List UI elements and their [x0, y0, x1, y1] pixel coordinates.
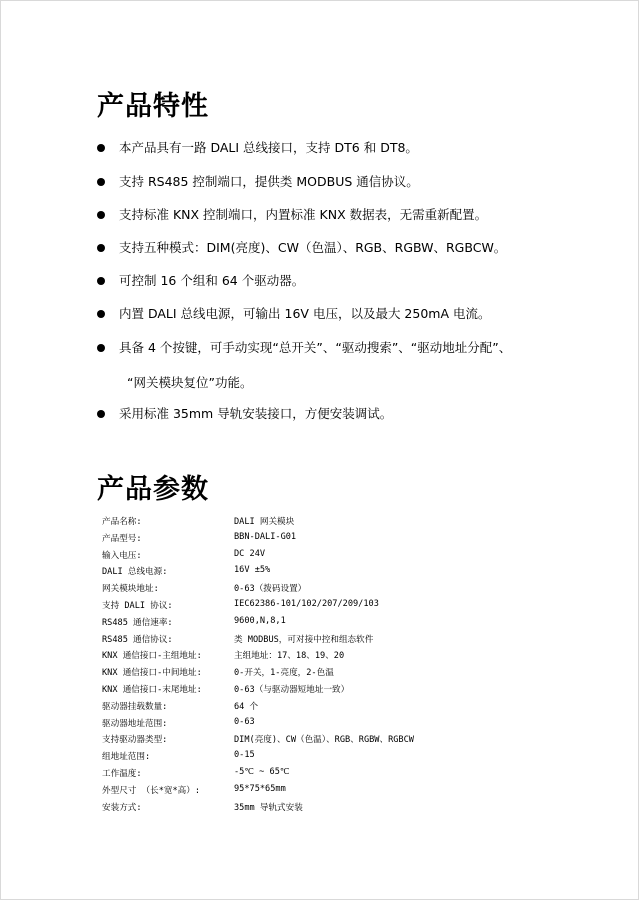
param-name: KNX 通信接口-中间地址: [102, 668, 202, 679]
param-name: 支持 DALI 协议: [102, 600, 173, 611]
param-name: 网关模块地址: [102, 584, 159, 595]
param-value: 95*75*65mm [234, 783, 286, 794]
param-name: KNX 通信接口-主组地址: [102, 651, 202, 662]
bullet-icon [97, 244, 105, 252]
feature-text: 内置 DALI 总线电源，可输出 16V 电压，以及最大 250mA 电流。 [119, 306, 491, 321]
param-name: 产品型号: [102, 533, 142, 544]
param-value: 类 MODBUS，可对接中控和组态软件 [234, 634, 374, 645]
feature-text: 采用标准 35mm 导轨安装接口，方便安装调试。 [119, 406, 393, 421]
param-name: 组地址范围: [102, 752, 151, 763]
bullet-icon [97, 178, 105, 186]
param-value: 9600,N,8,1 [234, 615, 286, 626]
param-name: 支持驱动器类型: [102, 735, 168, 746]
param-value: 0-15 [234, 750, 255, 761]
param-value: 0-63 [234, 716, 255, 727]
feature-text: 具备 4 个按键，可手动实现“总开关”、“驱动搜索”、“驱动地址分配”、 [119, 340, 512, 355]
features-heading: 产品特性 [97, 91, 209, 122]
feature-text: 本产品具有一路 DALI 总线接口，支持 DT6 和 DT8。 [119, 140, 418, 155]
param-value: 主组地址：17、18、19、20 [234, 651, 345, 662]
param-name: 驱动器地址范围: [102, 718, 168, 729]
bullet-icon [97, 211, 105, 219]
param-value: -5℃ ~ 65℃ [234, 766, 290, 777]
param-name: 产品名称: [102, 517, 142, 527]
param-value: 0-开关，1-亮度，2-色温 [234, 668, 334, 679]
bullet-icon [97, 344, 105, 352]
param-value: 16V ±5% [234, 565, 271, 576]
feature-text: 可控制 16 个组和 64 个驱动器。 [119, 273, 305, 288]
feature-text: 支持标准 KNX 控制端口，内置标准 KNX 数据表，无需重新配置。 [119, 207, 488, 222]
bullet-icon [97, 277, 105, 285]
param-name: DALI 总线电源: [102, 567, 168, 578]
param-name: RS485 通信协议: [102, 634, 173, 645]
param-value: 35mm 导轨式安装 [234, 802, 303, 813]
param-name: 输入电压: [102, 550, 142, 561]
bullet-icon [97, 410, 105, 418]
bullet-icon [97, 144, 105, 152]
param-value: DIM(亮度)、CW（色温）、RGB、RGBW、RGBCW [234, 735, 414, 746]
param-value: DALI 网关模块 [234, 517, 295, 527]
param-name: 外型尺寸 （长*宽*高）: [102, 785, 201, 796]
param-name: KNX 通信接口-末尾地址: [102, 684, 202, 695]
param-name: 安装方式: [102, 802, 142, 813]
param-value: 0-63（拨码设置） [234, 584, 307, 595]
bullet-icon [97, 310, 105, 318]
feature-text: 支持 RS485 控制端口，提供类 MODBUS 通信协议。 [119, 174, 419, 189]
param-value: 0-63（与驱动器短地址一致） [234, 684, 350, 695]
params-heading: 产品参数 [97, 474, 209, 505]
param-name: 工作温度: [102, 768, 142, 779]
feature-text: 支持五种模式：DIM(亮度)、CW（色温）、RGB、RGBW、RGBCW。 [119, 240, 507, 255]
param-value: IEC62386-101/102/207/209/103 [234, 598, 379, 609]
param-name: RS485 通信速率: [102, 617, 173, 628]
feature-text-continuation: “网关模块复位”功能。 [127, 375, 253, 390]
param-value: 64 个 [234, 701, 259, 712]
param-name: 驱动器挂载数量: [102, 701, 168, 712]
param-value: BBN-DALI-G01 [234, 531, 297, 542]
param-value: DC 24V [234, 548, 266, 559]
